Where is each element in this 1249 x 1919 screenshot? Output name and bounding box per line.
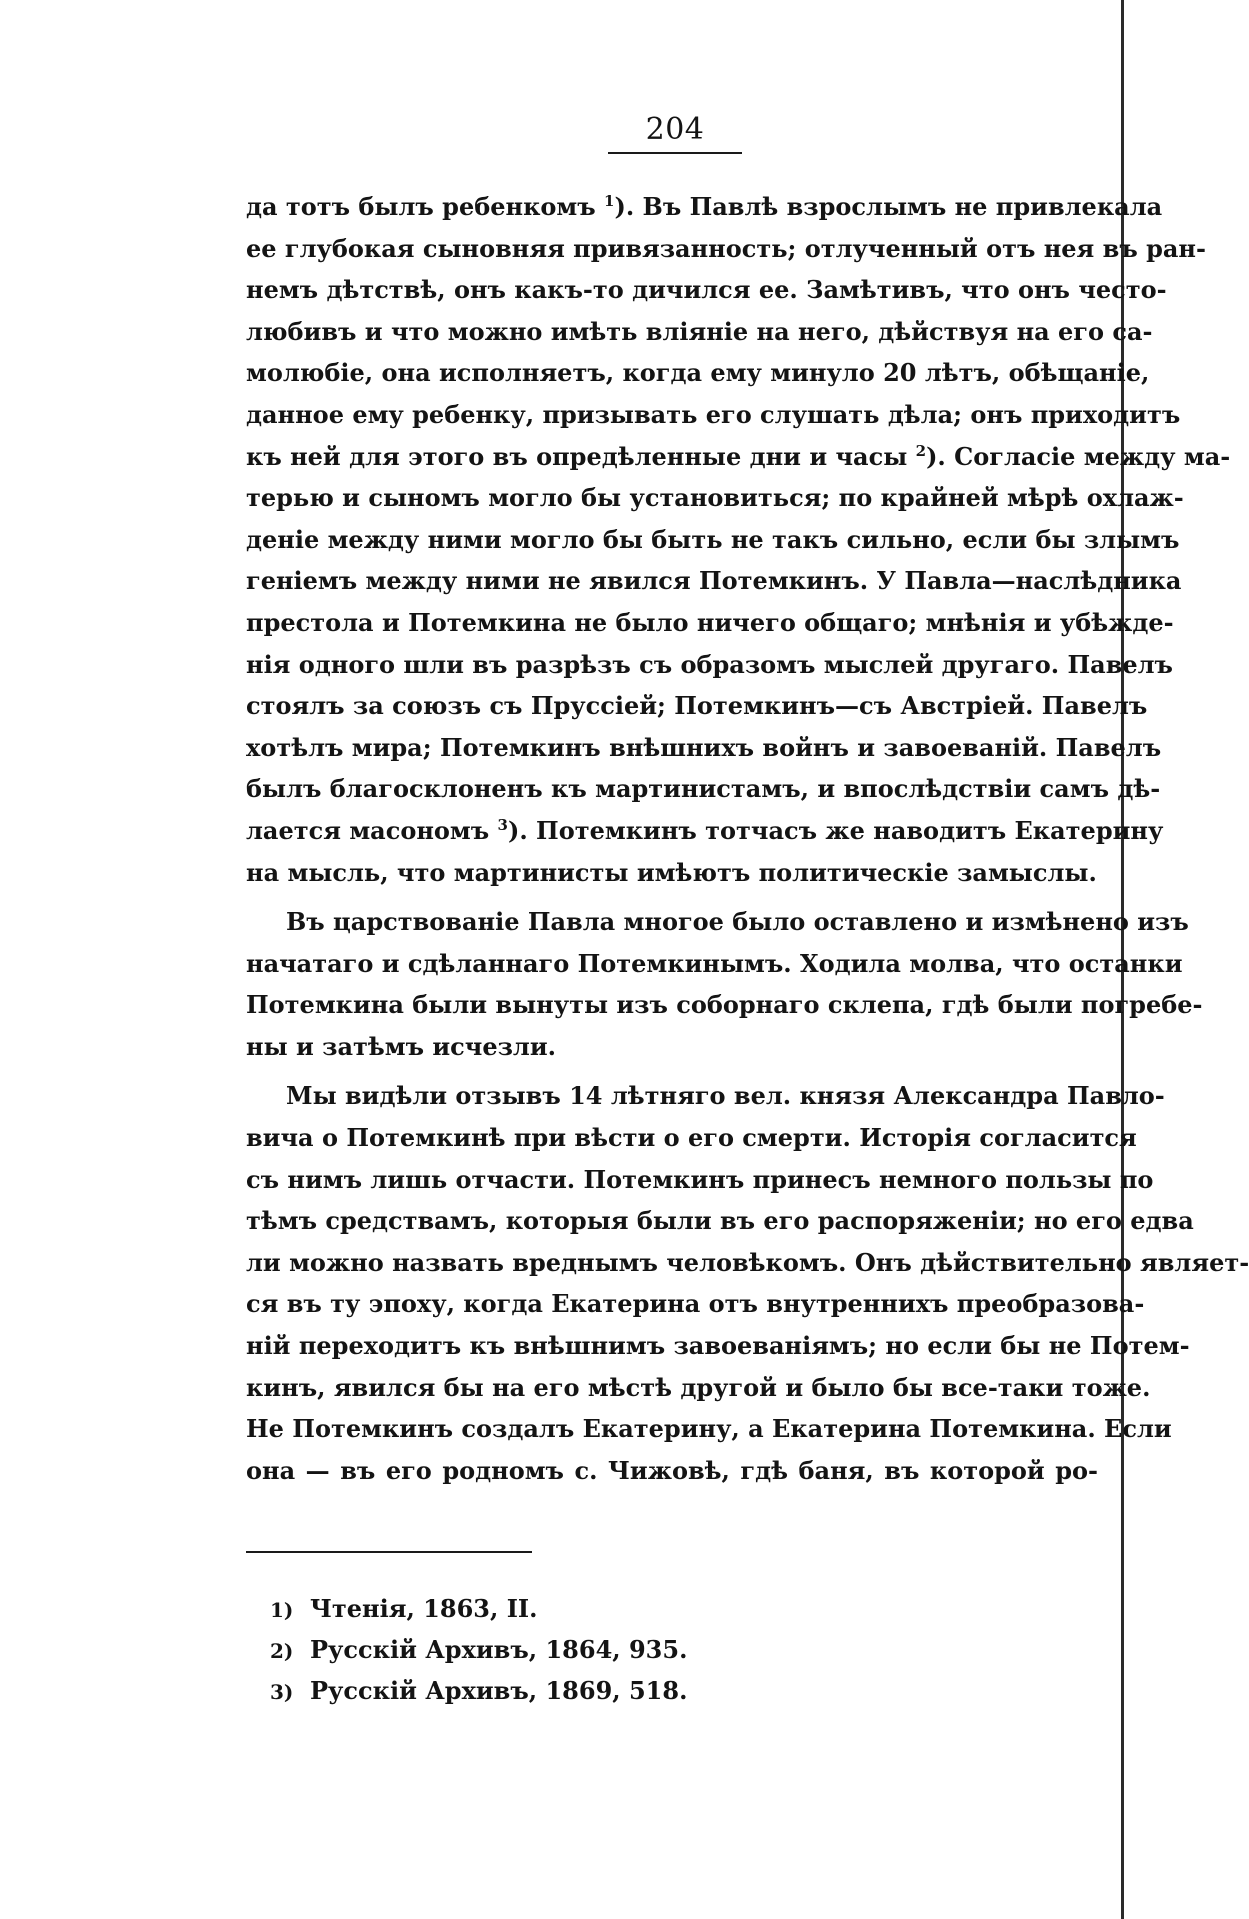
text-line	[246, 228, 1206, 270]
text-line	[246, 186, 1163, 228]
text-line	[246, 1117, 1137, 1159]
text-line	[246, 685, 1148, 727]
text-line-content: да тотъ былъ ребенкомъ	[246, 192, 605, 221]
text-line-content: терью и сыномъ могло бы установиться; по крайней мѣрѣ охлаж-	[246, 483, 1184, 513]
page-number-rule	[608, 152, 742, 154]
text-line-content: любивъ и что можно имѣть вліяніе на него, дѣйствуя на его са-	[246, 316, 1153, 346]
paragraph-gap	[246, 1067, 1098, 1075]
footnote-reference: 3	[497, 815, 508, 834]
text-line	[246, 984, 1203, 1026]
text-line	[246, 1450, 1098, 1492]
footnote-item	[270, 1588, 870, 1629]
text-line	[246, 1026, 1098, 1068]
text-line-content: ній переходитъ къ внѣшнимъ завоеваніямъ; но если бы не Потем-	[246, 1331, 1190, 1361]
text-line	[246, 477, 1184, 519]
footnote-item	[270, 1629, 870, 1670]
paragraph-gap	[246, 893, 1098, 901]
text-line	[246, 602, 1174, 644]
text-line-continuation: ). Согласіе между ма-	[926, 441, 1231, 471]
footnote-reference: 1	[604, 192, 615, 210]
text-line	[246, 560, 1182, 602]
footnote-text: Русскій Архивъ, 1864, 935.	[310, 1635, 688, 1664]
text-line-content: ся въ ту эпоху, когда Екатерина отъ внутреннихъ преобразова-	[246, 1289, 1145, 1319]
text-line-content: геніемъ между ними не явился Потемкинъ. У Павла—наслѣдника	[246, 566, 1182, 596]
text-line	[246, 519, 1180, 561]
text-line	[246, 1367, 1151, 1409]
text-line	[246, 1200, 1194, 1242]
text-line-content: деніе между ними могло бы быть не такъ сильно, если бы злымъ	[246, 524, 1180, 554]
text-line	[246, 436, 1231, 478]
text-line	[246, 810, 1164, 852]
text-line	[246, 644, 1173, 686]
page-number: 204	[645, 112, 705, 147]
text-line-content: Въ царствованіе Павла многое было оставлено и измѣнено изъ	[286, 907, 1189, 937]
text-line	[246, 727, 1162, 769]
text-line-content: лается масономъ	[246, 815, 498, 845]
text-line-content: Потемкина были вынуты изъ соборнаго склепа, гдѣ были погребе-	[246, 990, 1203, 1020]
text-line-content: ли можно назвать вреднымъ человѣкомъ. Онъ дѣйствительно являет-	[246, 1247, 1249, 1277]
text-line-continuation: ). Въ Павлѣ взрослымъ не привлекала	[614, 192, 1163, 221]
text-line	[246, 901, 1189, 943]
text-line-continuation: ). Потемкинъ тотчасъ же наводитъ Екатерину	[507, 815, 1164, 845]
footnote-item	[270, 1670, 870, 1711]
text-line-content: былъ благосклоненъ къ мартинистамъ, и впослѣдствіи самъ дѣ-	[246, 774, 1161, 804]
footnote-marker: 1)	[270, 1598, 294, 1622]
footnote-text: Чтенія, 1863, II.	[310, 1594, 538, 1623]
text-line-content: Не Потемкинъ создалъ Екатерину, а Екатерина Потемкина. Если	[246, 1414, 1172, 1444]
text-line-content: она — въ его родномъ с. Чижовѣ, гдѣ баня, въ которой ро-	[246, 1455, 1098, 1485]
text-line-content: съ нимъ лишь отчасти. Потемкинъ принесъ немного пользы по	[246, 1164, 1154, 1194]
text-line	[246, 768, 1161, 810]
text-line	[246, 1325, 1190, 1367]
text-line-content: вича о Потемкинѣ при вѣсти о его смерти. Исторія согласится	[246, 1123, 1137, 1153]
text-line	[246, 943, 1183, 985]
text-line	[246, 1075, 1165, 1117]
footnote-marker: 3)	[270, 1680, 294, 1704]
text-line	[246, 1408, 1172, 1450]
text-line-content: молюбіе, она исполняетъ, когда ему минуло 20 лѣтъ, обѣщаніе,	[246, 358, 1150, 388]
text-line-content: данное ему ребенку, призывать его слушать дѣла; онъ приходитъ	[246, 399, 1181, 429]
text-line-content: начатаго и сдѣланнаго Потемкинымъ. Ходила молва, что останки	[246, 948, 1183, 978]
footnote-separator	[246, 1551, 532, 1553]
text-line-content: тѣмъ средствамъ, которыя были въ его распоряженіи; но его едва	[246, 1206, 1194, 1236]
text-line-content: стоялъ за союзъ съ Пруссіей; Потемкинъ—съ Австріей. Павелъ	[246, 691, 1148, 721]
text-line	[246, 852, 1098, 894]
text-line-content: Мы видѣли отзывъ 14 лѣтняго вел. князя Александра Павло-	[286, 1081, 1165, 1111]
text-line	[246, 1283, 1145, 1325]
text-line	[246, 1242, 1249, 1284]
footnote-reference: 2	[915, 441, 927, 460]
footnotes	[270, 1588, 870, 1711]
text-line-content: немъ дѣтствѣ, онъ какъ-то дичился ее. Замѣтивъ, что онъ често-	[246, 275, 1167, 305]
text-line	[246, 394, 1181, 436]
text-line-content: кинъ, явился бы на его мѣстѣ другой и было бы все-таки тоже.	[246, 1372, 1151, 1402]
text-line	[246, 311, 1153, 353]
text-line-content: хотѣлъ мира; Потемкинъ внѣшнихъ войнъ и завоеваній. Павелъ	[246, 732, 1162, 762]
text-line-content: ны и затѣмъ исчезли.	[246, 1031, 557, 1061]
footnote-text: Русскій Архивъ, 1869, 518.	[310, 1676, 688, 1705]
text-line-content: на мысль, что мартинисты имѣютъ политическіе замыслы.	[246, 857, 1097, 887]
body-text	[246, 186, 1249, 1491]
text-line-content: къ ней для этого въ опредѣленные дни и часы	[246, 441, 916, 471]
text-line-content: престола и Потемкина не было ничего общаго; мнѣнія и убѣжде-	[246, 607, 1174, 637]
text-line	[246, 352, 1150, 394]
footnote-marker: 2)	[270, 1639, 294, 1663]
text-line	[246, 1159, 1154, 1201]
text-line	[246, 269, 1167, 311]
text-line-content: ее глубокая сыновняя привязанность; отлученный отъ нея въ ран-	[246, 233, 1206, 263]
text-line-content: нія одного шли въ разрѣзъ съ образомъ мыслей другаго. Павелъ	[246, 649, 1173, 679]
